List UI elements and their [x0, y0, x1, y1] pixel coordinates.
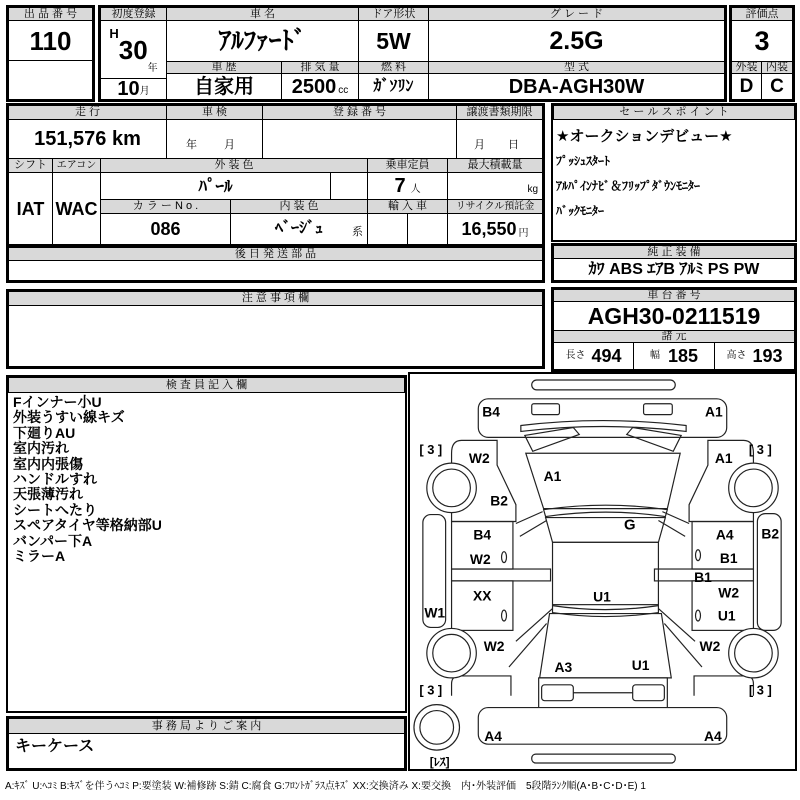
- sales-points-label: セ ー ル ス ポ イ ン ト: [553, 105, 795, 120]
- aircon-label: エアコン: [52, 158, 101, 173]
- recycle-label: リサイクル預託金: [447, 199, 543, 214]
- inspector-note: 室内汚れ: [13, 440, 69, 457]
- width-value: 185: [667, 346, 699, 366]
- capacity-unit: 人: [410, 184, 421, 195]
- top-main-block: [98, 5, 727, 102]
- mark-right-slide-door-2: U1: [717, 607, 736, 624]
- sales-point-line: ﾌﾟｯｼｭｽﾀｰﾄ: [556, 154, 611, 168]
- mark-rear-bumper-left: A4: [484, 728, 502, 745]
- width-cell: [633, 342, 715, 370]
- mark-left-slide-door: XX: [473, 587, 492, 604]
- rear-corner-right: [694, 676, 753, 696]
- displacement-cell: [281, 73, 359, 100]
- displacement-label: 排 気 量: [281, 61, 359, 74]
- height-cell: [714, 342, 795, 370]
- sales-point-line: ★オークションデビュー★: [556, 128, 733, 145]
- mileage-label: 走 行: [8, 105, 167, 120]
- mark-left-front-door-2: W2: [469, 551, 491, 568]
- height-label: 高さ: [726, 350, 747, 361]
- later-parts-label: 後 日 発 送 部 品: [8, 247, 543, 261]
- rear-corner-left: [452, 676, 511, 696]
- cowl-band: [544, 505, 668, 516]
- height-value: 193: [752, 346, 783, 366]
- lot-number-value: 110: [8, 20, 93, 61]
- max-load-unit: kg: [527, 184, 538, 195]
- inspector-note: ハンドルすれ: [13, 471, 97, 488]
- office-value: キーケース: [8, 733, 405, 769]
- max-load-label: 最大積載量: [447, 158, 543, 173]
- inspector-label: 検 査 員 記 入 欄: [8, 377, 405, 393]
- mark-windshield: G: [623, 517, 636, 534]
- cowl-top-strip: [521, 421, 686, 432]
- first-reg-month: [100, 78, 167, 100]
- ext-color-value: ﾊﾟｰﾙ: [100, 172, 331, 200]
- reg-no-value: [262, 119, 457, 159]
- recycle-cell: [447, 213, 543, 245]
- notes-value: [8, 305, 543, 367]
- wheel-front-right-inner: [735, 469, 773, 507]
- int-color-cell: [230, 213, 368, 245]
- oem-equipment-label: 純 正 装 備: [553, 245, 795, 259]
- car-damage-diagram: [410, 374, 795, 769]
- model-code-value: DBA-AGH30W: [428, 73, 725, 100]
- color-no-value: 086: [100, 213, 231, 245]
- sales-points-block: [551, 103, 797, 242]
- rear-window-band: [553, 606, 659, 617]
- car-name-label: 車 名: [166, 7, 359, 21]
- lot-number-block: [6, 5, 95, 102]
- inspector-note: 下廻りAU: [13, 424, 76, 441]
- first-reg-month-unit: 月: [139, 86, 150, 97]
- car-diagram-block: [408, 372, 797, 771]
- first-reg-era: H: [109, 26, 119, 41]
- int-color-value: ﾍﾞｰｼﾞｭ: [274, 220, 323, 237]
- chassis-label: 車 台 番 号: [553, 289, 795, 302]
- later-parts-block: [6, 245, 545, 283]
- mileage-value: 151,576 km: [8, 119, 167, 159]
- wiper-vent-left: [525, 427, 579, 451]
- transfer-deadline-label: 譲渡書類期限: [456, 105, 543, 120]
- inspector-note: 室内内張傷: [13, 455, 83, 472]
- int-color-label: 内 装 色: [230, 199, 368, 214]
- lot-number-empty: [8, 60, 93, 100]
- length-label: 長さ: [565, 350, 586, 361]
- tire-rear-right: [ 3 ]: [748, 682, 772, 698]
- aircon-value: WAC: [52, 172, 101, 245]
- office-block: [6, 716, 407, 771]
- displacement-value: 2500: [291, 75, 337, 98]
- mark-rear-bumper-right: A4: [704, 728, 722, 745]
- capacity-cell: [367, 172, 448, 200]
- length-cell: [553, 342, 634, 370]
- inspector-list: [8, 395, 405, 564]
- notes-block: [6, 289, 545, 369]
- import-value-left: [367, 213, 408, 245]
- notes-label: 注 意 事 項 欄: [8, 291, 543, 306]
- mark-hood: A1: [543, 467, 562, 484]
- max-load-cell: [447, 172, 543, 200]
- shift-label: シフト: [8, 158, 53, 173]
- sales-point-line: ｱﾙﾊﾟｲﾝﾅﾋﾞ＆ﾌﾘｯﾌﾟﾀﾞｳﾝﾓﾆﾀｰ: [556, 179, 701, 193]
- capacity-label: 乗車定員: [367, 158, 448, 173]
- fold-line: [520, 521, 547, 537]
- inspector-note: スペアタイヤ等格納部U: [13, 517, 162, 534]
- mark-right-front-door: A4: [715, 526, 734, 543]
- wheel-front-left-inner: [433, 469, 471, 507]
- mark-rear-gate: A3: [554, 658, 573, 675]
- interior-label: 内装: [761, 61, 793, 74]
- mark-right-slide-door: W2: [718, 584, 740, 601]
- mark-left-front-door: B4: [473, 526, 492, 543]
- front-bumper: [478, 399, 726, 438]
- mark-right-belt: B1: [694, 568, 712, 585]
- reg-no-label: 登 録 番 号: [262, 105, 457, 120]
- oem-equipment-value: ｶﾜ ABS ｴｱB ｱﾙﾐ PS PW: [553, 258, 795, 281]
- history-label: 車 歴: [166, 61, 282, 74]
- door-handle: [696, 550, 701, 561]
- inspection-value: 年 月: [166, 119, 263, 159]
- first-reg-year-value: 30: [118, 34, 148, 65]
- mark-front-bumper-right: A1: [704, 403, 723, 420]
- door-handle: [696, 610, 701, 621]
- ext-color-sub-empty: [330, 172, 368, 200]
- tire-front-right: [ 3 ]: [748, 442, 772, 458]
- tire-front-left: [ 3 ]: [419, 442, 443, 458]
- license-bracket-left: [542, 685, 574, 701]
- inspector-note: 外装うすい線キズ: [13, 409, 125, 426]
- mark-roof: U1: [593, 588, 611, 605]
- mark-left-fender-lower: B2: [490, 492, 508, 509]
- door-label: ドア形状: [358, 7, 429, 21]
- interior-grade: C: [761, 73, 793, 100]
- license-bracket-right: [633, 685, 665, 701]
- dimensions-label: 諸 元: [553, 330, 795, 343]
- mark-rear-gate-2: U1: [631, 656, 650, 673]
- door-handle: [502, 552, 507, 563]
- fold-line: [516, 609, 553, 642]
- sales-point-line: ﾊﾞｯｸﾓﾆﾀｰ: [556, 204, 605, 218]
- sales-points-list: [553, 120, 795, 223]
- first-reg-month-value: 10: [117, 78, 140, 100]
- transfer-deadline-value: 月 日: [456, 119, 543, 159]
- first-reg-label: 初度登録: [100, 7, 167, 21]
- recycle-value: 16,550: [461, 219, 517, 239]
- mark-right-fender: A1: [714, 450, 733, 467]
- windshield: [546, 518, 666, 543]
- rear-bottom-strip: [532, 754, 676, 763]
- int-color-suffix: 系: [352, 226, 363, 238]
- mark-left-sill: W1: [424, 604, 446, 621]
- wiper-vent-right: [627, 427, 681, 451]
- wheel-rear-left-inner: [433, 634, 471, 672]
- model-code-label: 型 式: [428, 61, 725, 74]
- color-no-label: カ ラ ー N o .: [100, 199, 231, 214]
- inspection-label: 車 検: [166, 105, 263, 120]
- front-grille-right: [644, 404, 673, 415]
- displacement-unit: cc: [338, 85, 349, 96]
- inspector-note: Fインナー小U: [13, 394, 102, 410]
- office-label: 事 務 局 よ り ご 案 内: [8, 718, 405, 734]
- rear-bumper: [478, 708, 726, 745]
- lot-number-label: 出 品 番 号: [8, 7, 93, 21]
- import-label: 輸 入 車: [367, 199, 448, 214]
- front-grille-left: [532, 404, 560, 415]
- first-reg-year-unit: 年: [147, 63, 158, 74]
- inspector-block: [6, 375, 407, 713]
- chassis-block: [551, 287, 797, 372]
- front-top-strip: [532, 380, 676, 390]
- mark-left-fender: W2: [468, 450, 490, 467]
- mark-right-sill: B2: [761, 525, 780, 542]
- fuel-value: ｶﾞｿﾘﾝ: [358, 73, 429, 100]
- fuel-label: 燃 料: [358, 61, 429, 74]
- tire-rear-left: [ 3 ]: [419, 682, 443, 698]
- mark-right-front-door-2: B1: [719, 550, 738, 567]
- ext-color-label: 外 装 色: [100, 158, 368, 173]
- spare-tire-inner: [420, 711, 454, 745]
- oem-equipment-block: [551, 243, 797, 283]
- left-belt-molding: [452, 569, 551, 581]
- fold-line: [658, 609, 695, 642]
- fold-line: [662, 512, 689, 524]
- inspector-note: バンパー下A: [13, 532, 93, 549]
- chassis-value: AGH30-0211519: [553, 301, 795, 331]
- width-label: 幅: [649, 350, 660, 361]
- exterior-grade: D: [731, 73, 762, 100]
- inspector-note: ミラーA: [13, 548, 66, 565]
- mark-right-quarter: W2: [699, 638, 721, 655]
- recycle-unit: 円: [518, 228, 529, 239]
- grade-value: 2.5G: [428, 20, 725, 62]
- score-block: [729, 5, 795, 102]
- shift-value: IAT: [8, 172, 53, 245]
- length-value: 494: [591, 346, 622, 366]
- damage-code-legend: A:ｷｽﾞ U:ﾍｺﾐ B:ｷｽﾞを伴うﾍｺﾐ P:要塗装 W:補修跡 S:錆 C:腐食 G:ﾌﾛﾝﾄｶﾞﾗｽ点ｷｽﾞ XX:交換済み X:要交換 内･外装評価 5段階ﾗﾝｸ順(A･B･C･D･E) 1: [5, 781, 646, 792]
- wheel-rear-right-inner: [735, 634, 773, 672]
- first-reg-year: [100, 20, 167, 79]
- car-name-value: ｱﾙﾌｧｰﾄﾞ: [166, 20, 359, 62]
- import-value-right: [407, 213, 448, 245]
- inspector-note: シートへたり: [13, 501, 97, 518]
- door-value: 5W: [358, 20, 429, 62]
- score-value: 3: [731, 20, 793, 62]
- exterior-label: 外装: [731, 61, 762, 74]
- grade-label: グ レ ー ド: [428, 7, 725, 21]
- score-label: 評価点: [731, 7, 793, 21]
- inspector-note: 天張薄汚れ: [13, 486, 83, 503]
- later-parts-value: [8, 260, 543, 281]
- door-handle: [502, 610, 507, 621]
- mark-left-quarter: W2: [483, 638, 505, 655]
- history-value: 自家用: [166, 73, 282, 100]
- mark-front-bumper-left: B4: [482, 403, 501, 420]
- capacity-value: 7: [394, 175, 406, 197]
- fold-line: [516, 512, 543, 524]
- spare-tire-status: [ﾚｽ]: [429, 754, 450, 769]
- middle-left-block: [6, 103, 545, 247]
